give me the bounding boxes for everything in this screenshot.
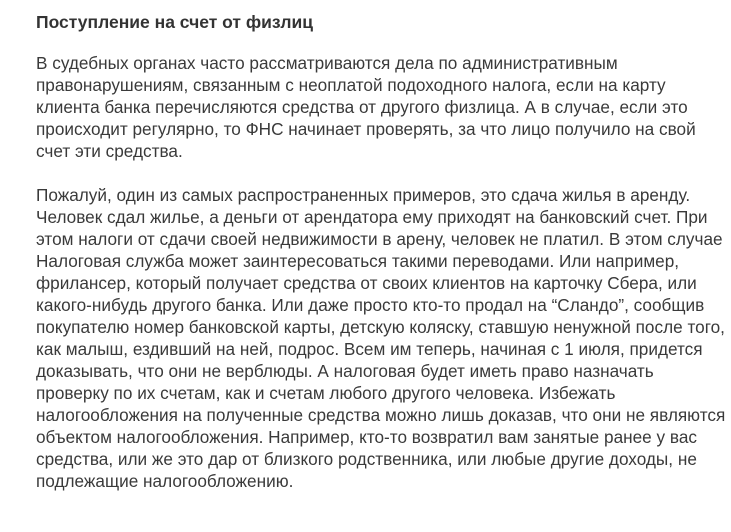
article-heading: Поступление на счет от физлиц	[36, 12, 314, 32]
article-paragraph-1: В судебных органах часто рассматриваются дела по административным правонарушениям, связанным с неоплатой подоходного налога, если на карту клиента банка перечисляются средства от другого физлица. А в случае, если это происходит регулярно, то ФНС начинает проверять, за что лицо получило на свой счет эти средства.	[36, 53, 696, 161]
article-paragraph-2: Пожалуй, один из самых распространенных примеров, это сдача жилья в аренду. Человек сдал жилье, а деньги от арендатора ему приходят на банковский счет. При этом налоги от сдачи своей недвижимости в арену, человек не платил. В этом случае Налоговая служба может заинтересоваться такими переводами. Или например, фрилансер, который получает средства от своих клиентов на карточку Сбера, или какого-нибудь другого банка. Или даже просто кто-то продал на “Сландо”, сообщив покупателю номер банковской карты, детскую коляску, ставшую ненужной после того, как малыш, ездивший на ней, подрос. Всем им теперь, начиная с 1 июля, придется доказывать, что они не верблюды. А налоговая будет иметь право назначать проверку по их счетам, как и счетам любого другого человека. Избежать налогообложения на полученные средства можно лишь доказав, что они не являются объектом налогообложения. Например, кто-то возвратил вам занятые ранее у вас средства, или же это дар от близкого родственника, или любые другие доходы, не подлежащие налогообложению.	[36, 185, 726, 491]
